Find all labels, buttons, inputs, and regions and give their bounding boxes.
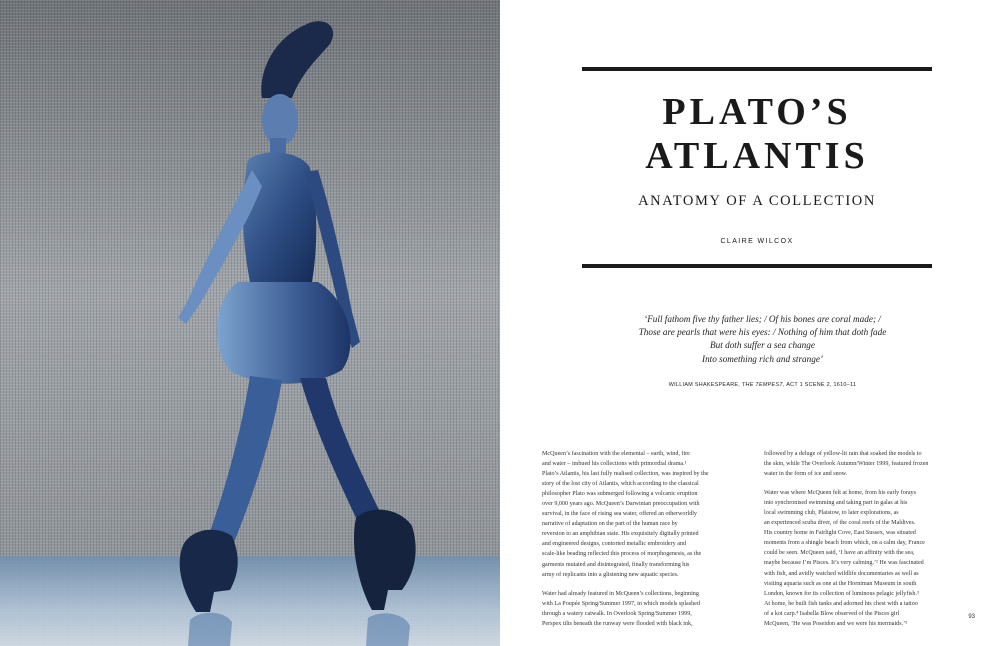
body-line: and water – imbued his collections with primordial drama.¹ (542, 461, 687, 468)
body-line: philosopher Plato was submerged following a volcanic eruption (542, 491, 698, 498)
epigraph-line: Into something rich and strange’ (702, 353, 823, 364)
body-line: an experienced scuba diver, of the coral reefs of the Maldives. (764, 520, 916, 527)
page-number: 93 (968, 614, 975, 620)
body-line: army of replicants into a glistening new aquatic species. (542, 571, 679, 578)
body-paragraph (542, 589, 742, 629)
body-line: garments mutated and disintegrated, finally transforming his (542, 561, 690, 568)
body-line: Perspex tilts beneath the runway were flooded with black ink, (542, 620, 693, 627)
body-line: Water had already featured in McQueen’s collections, beginning (542, 590, 699, 597)
body-line: McQueen, ‘He was Poseidon and we were his mermaids.’⁵ (764, 620, 908, 627)
citation-rest: , ACT 1 SCENE 2, 1610–11 (782, 382, 857, 388)
body-line: story of the lost city of Atlantis, which according to the classical (542, 481, 699, 488)
citation-work: THE TEMPEST (741, 382, 783, 388)
epigraph-citation (610, 382, 915, 388)
epigraph-line: ‘Full fathom five thy father lies; / Of his bones are coral made; / (644, 314, 881, 324)
epigraph-line: But doth suffer a sea change (710, 340, 815, 351)
body-line: visiting aquaria such as one at the Horniman Museum in south (764, 580, 917, 587)
body-line: Water was where McQueen felt at home, from his early forays (764, 490, 916, 497)
page-subtitle: ANATOMY OF A COLLECTION (638, 193, 876, 209)
article-page (500, 0, 1000, 646)
body-line: narrative of adaptation on the part of the human race by (542, 521, 678, 528)
body-column-right (764, 449, 962, 638)
body-paragraph (542, 449, 742, 580)
body-line: survival, in the face of rising sea water, offered an otherworldly (542, 511, 697, 518)
body-line: and engineered designs, contorted metallic embroidery and (542, 541, 686, 548)
citation-author: WILLIAM SHAKESPEARE, (668, 382, 742, 388)
title-rule-top (582, 67, 932, 71)
title-line-2: ATLANTIS (645, 135, 869, 177)
body-paragraph (764, 488, 962, 629)
body-line: with La Poupée Spring/Summer 1997, in which models splashed (542, 600, 700, 607)
body-line: McQueen’s fascination with the elemental – earth, wind, fire (542, 451, 690, 457)
body-line: the skin, while The Overlook Autumn/Winter 1999, featured frozen (764, 461, 929, 468)
body-line: His country home in Fairlight Cove, East Sussex, was situated (764, 530, 916, 537)
body-line: over 9,000 years ago. McQueen’s Darwinian preoccupation with (542, 501, 700, 508)
body-line: maybe because I’m Pisces. It’s very calming.’² He was fascinated (764, 560, 924, 567)
body-line: into synchronised swimming and taking part in galas at his (764, 500, 908, 507)
body-paragraph (764, 449, 962, 479)
body-line: London, known for its collection of luminous pelagic jellyfish.³ (764, 590, 919, 597)
title-rule-bottom (582, 264, 932, 268)
title-line-1: PLATO’S (662, 91, 852, 133)
body-line: Plato’s Atlantis, his last fully realised collection, was inspired by the (542, 471, 709, 478)
body-line: through a watery catwalk. In Overlook Spring/Summer 1999, (542, 610, 692, 617)
page-title (582, 90, 932, 178)
body-line: local swimming club, Plaistow, to later explorations, as (764, 510, 899, 517)
body-line: of a koi carp.⁴ Isabella Blow observed of the Pisces girl (764, 610, 900, 617)
body-column-left (542, 449, 742, 638)
author-byline: CLAIRE WILCOX (720, 238, 794, 245)
epigraph-quote (610, 313, 915, 366)
body-line: followed by a deluge of yellow-lit rain that soaked the models to (764, 451, 922, 457)
body-line: could be seen. McQueen said, ‘I have an affinity with the sea, (764, 550, 915, 557)
body-line: At home, he built fish tanks and adorned his chest with a tattoo (764, 600, 918, 607)
body-line: reversion to an amphibian state. His exquisitely digitally printed (542, 531, 699, 538)
body-line: with fish, and avidly watched wildlife documentaries as well as (764, 570, 919, 577)
body-line: scale-like beading reflected this process of morphogenesis, as the (542, 551, 702, 558)
body-line: moments from a shingle beach from which, on a calm day, France (764, 540, 925, 547)
body-line: water in the form of ice and snow. (764, 471, 848, 478)
epigraph-line: Those are pearls that were his eyes: / Nothing of him that doth fade (638, 327, 887, 338)
